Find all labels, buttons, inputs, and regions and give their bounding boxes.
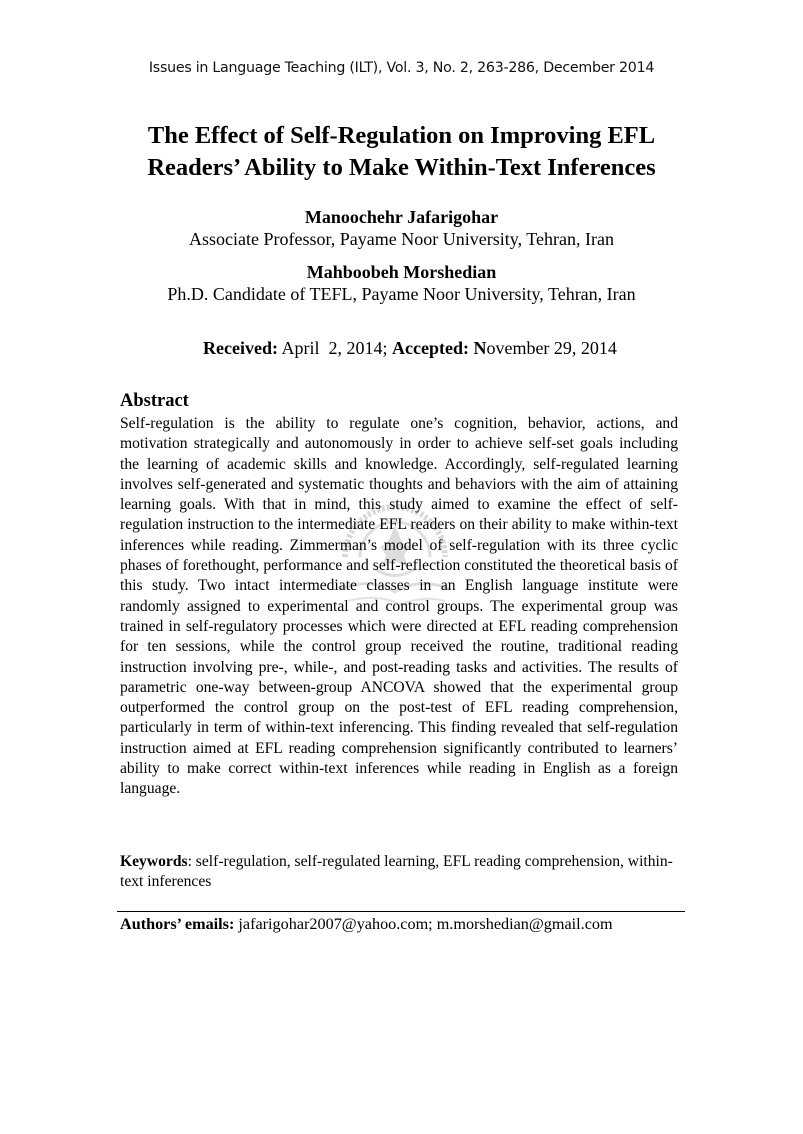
abstract-heading: Abstract [120, 391, 189, 411]
author-name: Mahboobeh Morshedian [306, 262, 497, 282]
title-line-1: The Effect of Self-Regulation on Improving EFL [147, 122, 656, 149]
accepted-label: Accepted: N [391, 338, 487, 358]
author-block-2 [100, 261, 703, 305]
title-line-2: Readers’ Ability to Make Within-Text Inferences [147, 154, 656, 181]
author-affiliation: Associate Professor, Payame Noor University, Tehran, Iran [189, 229, 614, 249]
keywords-label: Keywords [120, 853, 188, 870]
author-block-1 [100, 206, 703, 250]
abstract-body: Self-regulation is the ability to regulate one’s cognition, behavior, actions, and motivation strategically and autonomously in order to achieve self-set goals including the learning of academic skills and knowledge. Accordingly, self-regulated learning involves self-generated and systematic thoughts and behaviors with the aim of attaining learning goals. With that in mind, this study aimed to examine the effect of self-regulation instruction to the intermediate EFL readers on their ability to make within-text inferences while reading. Zimmerman’s model of self-regulation with its three cyclic phases of forethought, performance and self-reflection constituted the theoretical basis of this study. Two intact intermediate classes in an English language institute were randomly assigned to experimental and control groups. The experimental group was trained in self-regulatory processes which were directed at EFL reading comprehension for ten sessions, while the control group received the routine, traditional reading instruction involving pre-, while-, and post-reading tasks and activities. The results of parametric one-way between-group ANCOVA showed that the experimental group outperformed the control group on the post-test of EFL reading comprehension, particularly in term of within-text inferencing. This finding revealed that self-regulation instruction aimed at EFL reading comprehension significantly contributed to learners’ ability to make correct within-text inferences while reading in English as a foreign language. [120, 415, 678, 798]
keywords-text: : self-regulation, self-regulated learning, EFL reading comprehension, within-text inferences [120, 853, 673, 891]
submission-dates [203, 338, 617, 359]
keywords [120, 852, 685, 893]
footnote-divider [117, 911, 685, 912]
received-date: April 2, 2014; [277, 338, 392, 358]
author-name: Manoochehr Jafarigohar [304, 207, 499, 227]
emails-text: jafarigohar2007@yahoo.com; m.morshedian@gmail.com [234, 915, 613, 933]
paper-title [100, 120, 703, 184]
running-head: Issues in Language Teaching (ILT), Vol. 3, No. 2, 263-286, December 2014 [148, 60, 655, 76]
emails-label: Authors’ emails: [120, 915, 235, 933]
author-affiliation: Ph.D. Candidate of TEFL, Payame Noor University, Tehran, Iran [167, 284, 636, 304]
author-emails [120, 915, 613, 934]
accepted-date: ovember 29, 2014 [486, 338, 617, 358]
received-label: Received: [203, 338, 278, 358]
